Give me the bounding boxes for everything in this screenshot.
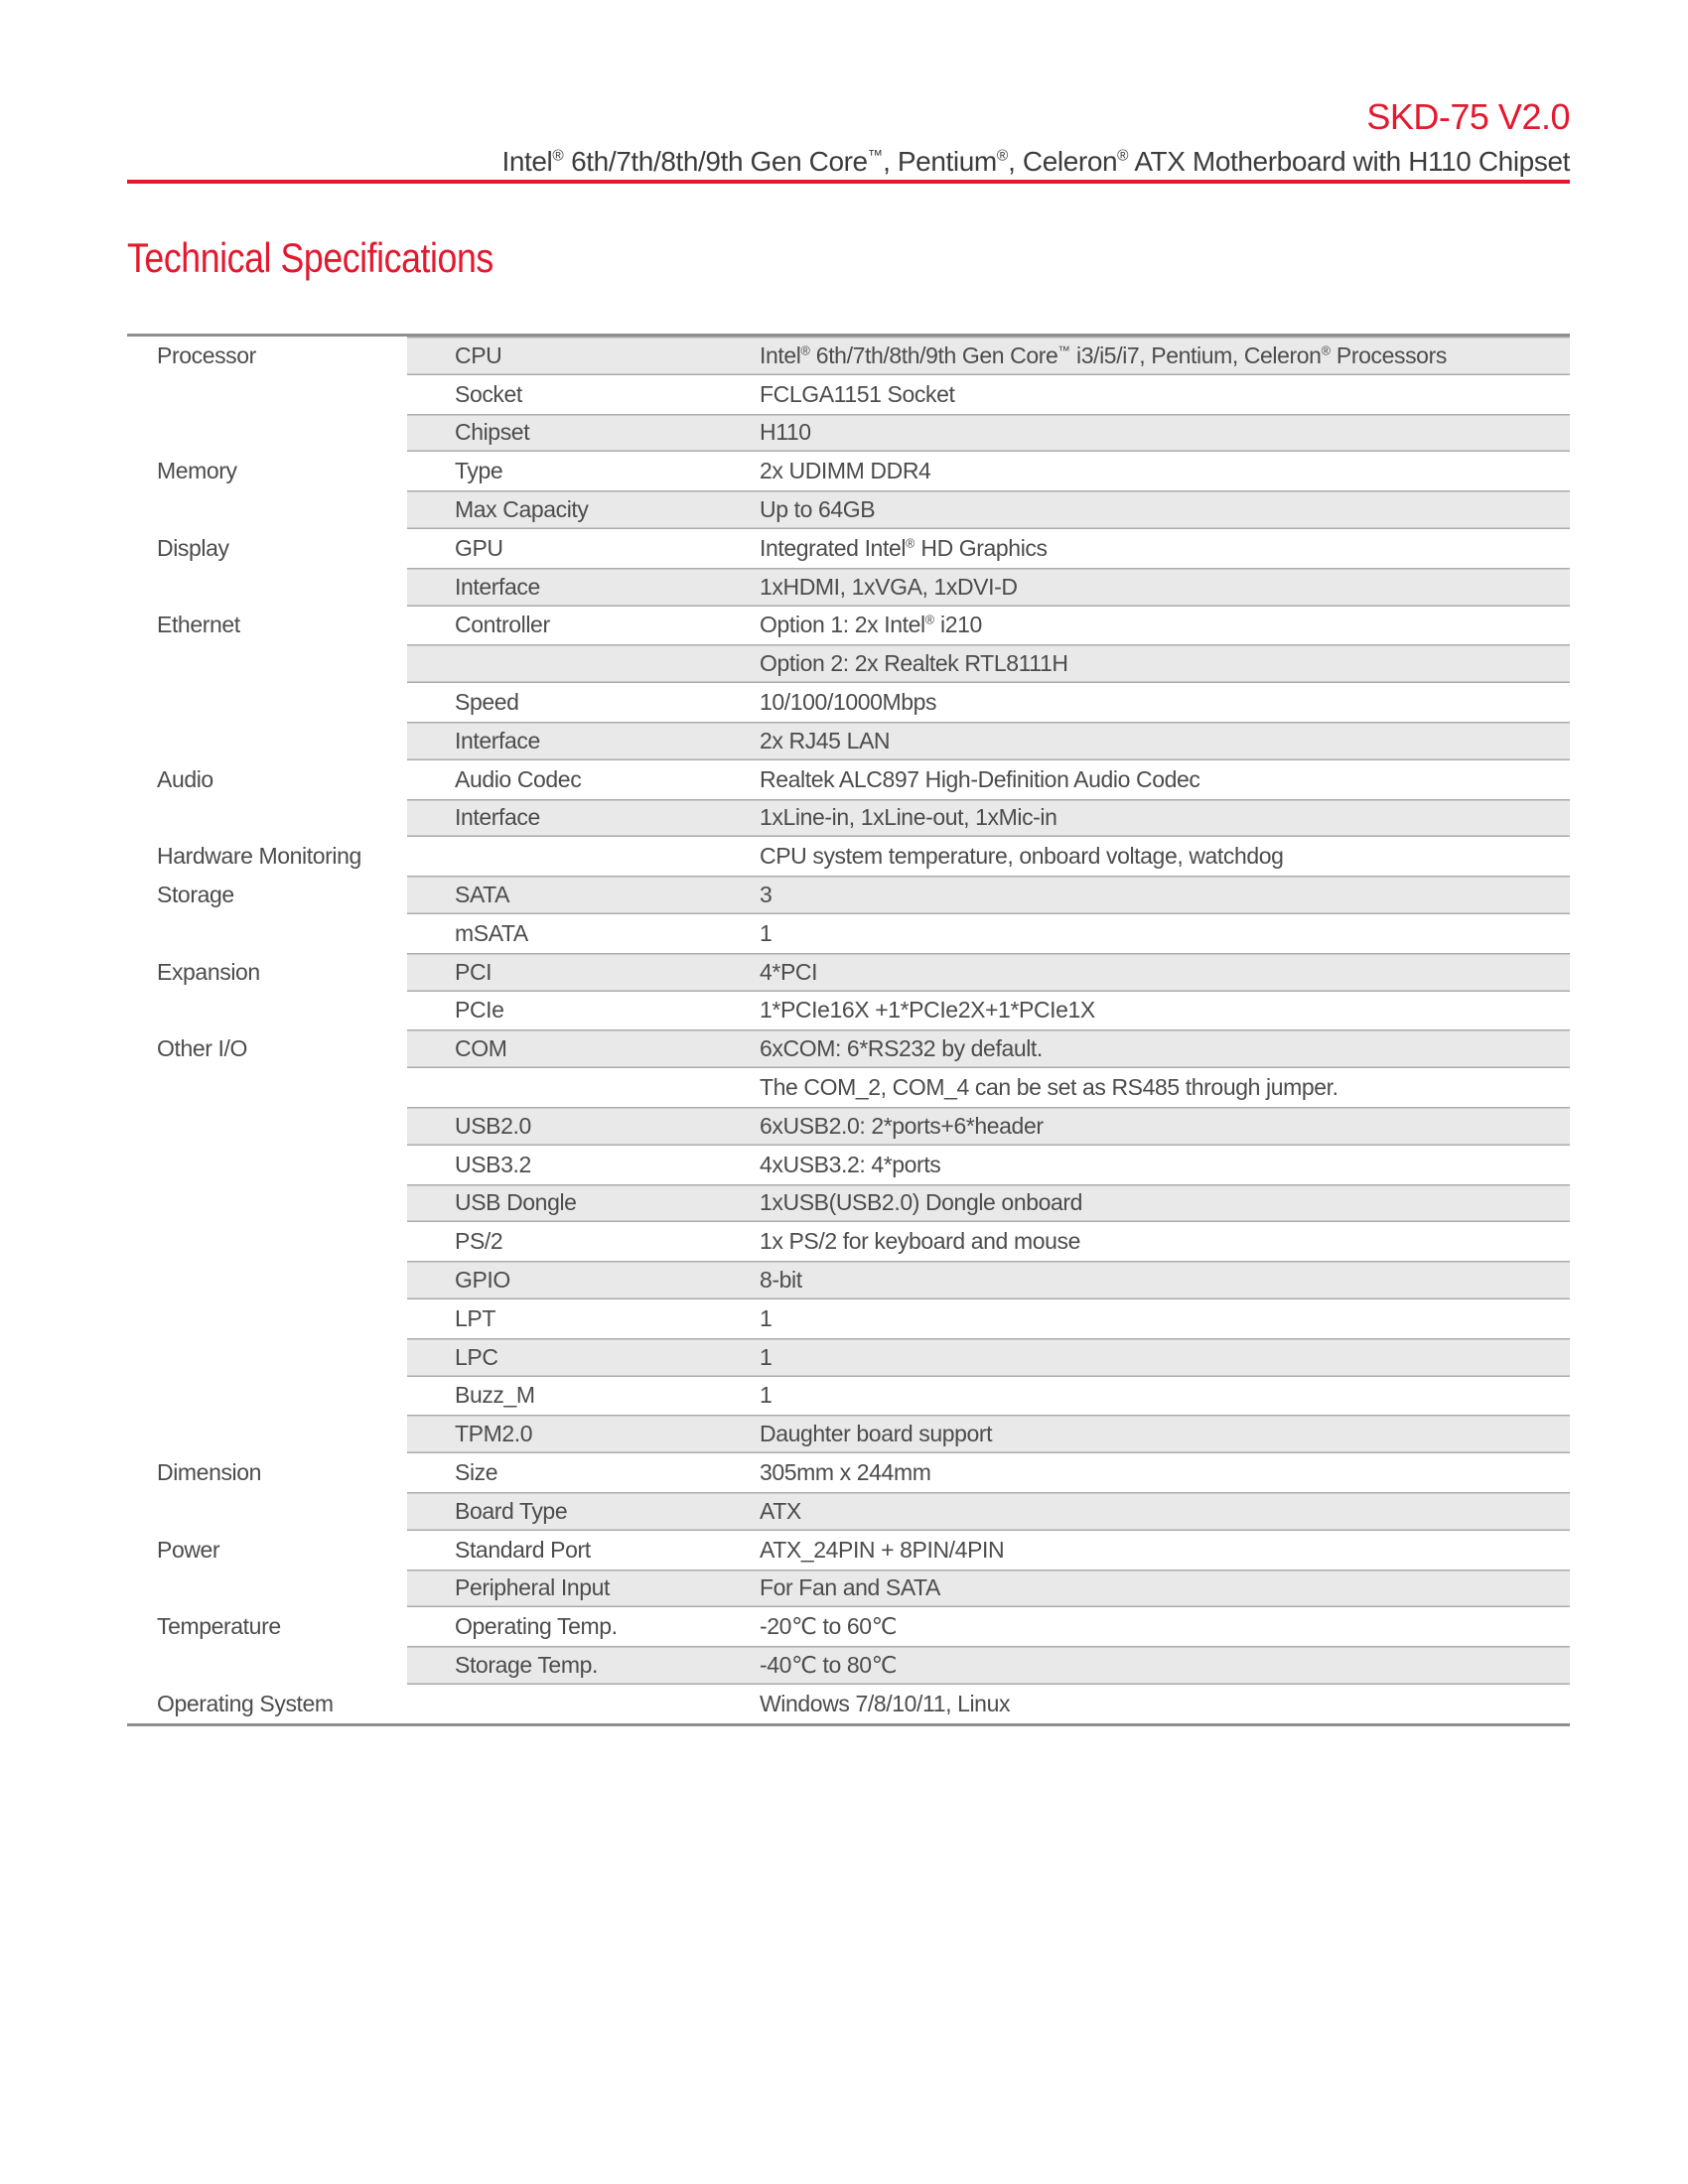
document-subtitle: Intel® 6th/7th/8th/9th Gen Core™, Pentium®, Celeron® ATX Motherboard with H110 Chipset bbox=[501, 146, 1570, 177]
spec-category: Other I/O bbox=[157, 1035, 247, 1062]
spec-label: LPT bbox=[455, 1304, 495, 1331]
spec-row-band bbox=[407, 1570, 1570, 1608]
spec-row bbox=[127, 1415, 1570, 1453]
spec-category bbox=[127, 414, 407, 453]
spec-row bbox=[127, 1029, 1570, 1068]
spec-label: USB Dongle bbox=[455, 1189, 577, 1216]
spec-category bbox=[127, 799, 407, 838]
spec-value: 1 bbox=[760, 1343, 773, 1370]
spec-row-band bbox=[407, 1068, 1570, 1107]
spec-row bbox=[127, 1222, 1570, 1261]
spec-label: Operating Temp. bbox=[455, 1613, 618, 1640]
spec-row-band bbox=[407, 876, 1570, 914]
spec-label: GPIO bbox=[455, 1267, 510, 1294]
spec-value: ATX_24PIN + 8PIN/4PIN bbox=[760, 1536, 1005, 1563]
spec-value: 1*PCIe16X +1*PCIe2X+1*PCIe1X bbox=[760, 997, 1095, 1024]
spec-value: FCLGA1151 Socket bbox=[760, 380, 955, 407]
spec-value: 1xLine-in, 1xLine-out, 1xMic-in bbox=[760, 804, 1057, 831]
spec-row-band bbox=[407, 683, 1570, 722]
spec-value: -40℃ to 80℃ bbox=[760, 1651, 898, 1678]
spec-category bbox=[127, 914, 407, 953]
spec-label: Chipset bbox=[455, 419, 530, 446]
spec-category bbox=[127, 722, 407, 760]
spec-row bbox=[127, 1685, 1570, 1723]
spec-label: Size bbox=[455, 1459, 498, 1485]
spec-row-band bbox=[407, 837, 1570, 876]
spec-value: 4*PCI bbox=[760, 958, 818, 985]
spec-row-band bbox=[407, 568, 1570, 607]
spec-row bbox=[127, 1570, 1570, 1608]
spec-row bbox=[127, 992, 1570, 1030]
spec-row-band bbox=[407, 760, 1570, 799]
spec-value: 1 bbox=[760, 1304, 773, 1331]
spec-row bbox=[127, 683, 1570, 722]
spec-value: 1xUSB(USB2.0) Dongle onboard bbox=[760, 1189, 1083, 1216]
spec-label: USB2.0 bbox=[455, 1112, 531, 1139]
spec-value: 2x UDIMM DDR4 bbox=[760, 458, 931, 484]
spec-row-band bbox=[407, 914, 1570, 953]
spec-label: Max Capacity bbox=[455, 496, 589, 523]
spec-row bbox=[127, 568, 1570, 607]
spec-row bbox=[127, 452, 1570, 490]
spec-value: 1 bbox=[760, 1382, 773, 1409]
spec-label: Peripheral Input bbox=[455, 1574, 610, 1601]
spec-row-band bbox=[407, 1607, 1570, 1646]
spec-value: Option 1: 2x Intel® i210 bbox=[760, 612, 982, 638]
spec-label: COM bbox=[455, 1035, 507, 1062]
spec-row bbox=[127, 760, 1570, 799]
spec-value: 1xHDMI, 1xVGA, 1xDVI-D bbox=[760, 573, 1018, 600]
spec-category: Operating System bbox=[157, 1690, 334, 1716]
spec-row bbox=[127, 1184, 1570, 1223]
spec-row bbox=[127, 799, 1570, 838]
spec-row bbox=[127, 1107, 1570, 1146]
spec-label: PS/2 bbox=[455, 1228, 503, 1255]
spec-category bbox=[127, 1570, 407, 1608]
spec-value: Integrated Intel® HD Graphics bbox=[760, 534, 1048, 561]
spec-row bbox=[127, 1299, 1570, 1338]
spec-row bbox=[127, 1607, 1570, 1646]
spec-value: 1x PS/2 for keyboard and mouse bbox=[760, 1228, 1080, 1255]
spec-row bbox=[127, 1146, 1570, 1184]
spec-row-band bbox=[407, 1107, 1570, 1146]
spec-category bbox=[127, 490, 407, 529]
spec-row-band bbox=[407, 1299, 1570, 1338]
spec-category bbox=[127, 568, 407, 607]
header-divider bbox=[127, 180, 1570, 184]
spec-value: Intel® 6th/7th/8th/9th Gen Core™ i3/i5/i7, Pentium, Celeron® Processors bbox=[760, 341, 1447, 368]
spec-row bbox=[127, 1377, 1570, 1416]
spec-row-band bbox=[407, 1261, 1570, 1299]
spec-row bbox=[127, 644, 1570, 683]
spec-row bbox=[127, 1338, 1570, 1377]
spec-category bbox=[127, 1646, 407, 1685]
spec-category: Temperature bbox=[157, 1613, 281, 1640]
spec-row-band bbox=[407, 1531, 1570, 1570]
spec-row-band bbox=[407, 337, 1570, 375]
spec-row bbox=[127, 914, 1570, 953]
spec-row-band bbox=[407, 1029, 1570, 1068]
spec-label: Interface bbox=[455, 727, 540, 753]
spec-value: 6xCOM: 6*RS232 by default. bbox=[760, 1035, 1043, 1062]
spec-row-band bbox=[407, 1415, 1570, 1453]
spec-category: Expansion bbox=[157, 958, 260, 985]
spec-row-band bbox=[407, 799, 1570, 838]
spec-row-band bbox=[407, 1184, 1570, 1223]
spec-row-band bbox=[407, 722, 1570, 760]
spec-row bbox=[127, 1492, 1570, 1531]
spec-row-band bbox=[407, 1146, 1570, 1184]
spec-value: 10/100/1000Mbps bbox=[760, 689, 937, 716]
spec-category bbox=[127, 1107, 407, 1146]
spec-row bbox=[127, 1261, 1570, 1299]
spec-row-band bbox=[407, 607, 1570, 645]
spec-row bbox=[127, 375, 1570, 414]
spec-value: 2x RJ45 LAN bbox=[760, 727, 891, 753]
spec-category: Storage bbox=[157, 882, 234, 908]
spec-row-band bbox=[407, 1646, 1570, 1685]
spec-category: Audio bbox=[157, 765, 213, 792]
spec-row-band bbox=[407, 1338, 1570, 1377]
document-header bbox=[127, 97, 1570, 179]
spec-value: 4xUSB3.2: 4*ports bbox=[760, 1151, 941, 1177]
spec-row-band bbox=[407, 1492, 1570, 1531]
spec-category bbox=[127, 1184, 407, 1223]
spec-row-band bbox=[407, 953, 1570, 992]
spec-value: Up to 64GB bbox=[760, 496, 876, 523]
spec-label: Controller bbox=[455, 612, 550, 638]
spec-label: PCIe bbox=[455, 997, 504, 1024]
spec-category bbox=[127, 1146, 407, 1184]
spec-label: mSATA bbox=[455, 919, 528, 946]
spec-category bbox=[127, 1068, 407, 1107]
spec-row bbox=[127, 876, 1570, 914]
spec-label: Storage Temp. bbox=[455, 1651, 598, 1678]
spec-row-band bbox=[407, 992, 1570, 1030]
spec-row bbox=[127, 837, 1570, 876]
spec-category: Hardware Monitoring bbox=[157, 843, 361, 870]
spec-label: CPU bbox=[455, 341, 502, 368]
spec-value: 3 bbox=[760, 882, 773, 908]
spec-category: Ethernet bbox=[157, 612, 240, 638]
spec-label: Standard Port bbox=[455, 1536, 591, 1563]
spec-row bbox=[127, 1531, 1570, 1570]
spec-category: Display bbox=[157, 534, 229, 561]
spec-value: Windows 7/8/10/11, Linux bbox=[760, 1690, 1011, 1716]
spec-row-band bbox=[407, 529, 1570, 568]
spec-category bbox=[127, 1222, 407, 1261]
spec-row-band bbox=[407, 644, 1570, 683]
spec-row-band bbox=[407, 452, 1570, 490]
spec-row-band bbox=[407, 414, 1570, 453]
spec-row bbox=[127, 1646, 1570, 1685]
spec-row-band bbox=[407, 1685, 1570, 1723]
spec-value: 8-bit bbox=[760, 1267, 802, 1294]
spec-category: Memory bbox=[157, 458, 237, 484]
spec-row-band bbox=[407, 1222, 1570, 1261]
spec-label: Board Type bbox=[455, 1497, 568, 1524]
spec-label: USB3.2 bbox=[455, 1151, 531, 1177]
spec-row-band bbox=[407, 1453, 1570, 1492]
spec-value: Daughter board support bbox=[760, 1421, 993, 1447]
spec-category bbox=[127, 1299, 407, 1338]
spec-label: Interface bbox=[455, 804, 540, 831]
spec-value: 1 bbox=[760, 919, 773, 946]
spec-value: 305mm x 244mm bbox=[760, 1459, 931, 1485]
spec-category: Power bbox=[157, 1536, 220, 1563]
spec-category: Dimension bbox=[157, 1459, 262, 1485]
spec-label: PCI bbox=[455, 958, 492, 985]
spec-category bbox=[127, 683, 407, 722]
spec-label: Buzz_M bbox=[455, 1382, 535, 1409]
spec-row bbox=[127, 529, 1570, 568]
spec-value: ATX bbox=[760, 1497, 801, 1524]
spec-category bbox=[127, 375, 407, 414]
spec-row bbox=[127, 722, 1570, 760]
spec-category bbox=[127, 1377, 407, 1416]
spec-category bbox=[127, 1261, 407, 1299]
spec-row bbox=[127, 607, 1570, 645]
spec-row-band bbox=[407, 375, 1570, 414]
spec-row bbox=[127, 1453, 1570, 1492]
spec-table bbox=[127, 334, 1570, 1726]
spec-label: GPU bbox=[455, 534, 503, 561]
spec-value: -20℃ to 60℃ bbox=[760, 1613, 898, 1640]
spec-category bbox=[127, 644, 407, 683]
spec-value: 6xUSB2.0: 2*ports+6*header bbox=[760, 1112, 1044, 1139]
spec-label: SATA bbox=[455, 882, 510, 908]
spec-value: Option 2: 2x Realtek RTL8111H bbox=[760, 650, 1068, 677]
spec-category bbox=[127, 992, 407, 1030]
spec-value: For Fan and SATA bbox=[760, 1574, 940, 1601]
spec-category bbox=[127, 1492, 407, 1531]
spec-category: Processor bbox=[157, 341, 256, 368]
spec-label: Audio Codec bbox=[455, 765, 582, 792]
spec-row bbox=[127, 490, 1570, 529]
spec-row bbox=[127, 337, 1570, 375]
spec-row-band bbox=[407, 1377, 1570, 1416]
spec-label: Socket bbox=[455, 380, 522, 407]
spec-label: Speed bbox=[455, 689, 519, 716]
spec-label: Interface bbox=[455, 573, 540, 600]
spec-label: LPC bbox=[455, 1343, 498, 1370]
spec-row-band bbox=[407, 490, 1570, 529]
spec-value: The COM_2, COM_4 can be set as RS485 through jumper. bbox=[760, 1074, 1338, 1101]
spec-value: Realtek ALC897 High-Definition Audio Codec bbox=[760, 765, 1200, 792]
spec-row bbox=[127, 953, 1570, 992]
spec-row bbox=[127, 414, 1570, 453]
spec-value: H110 bbox=[760, 419, 811, 446]
spec-category bbox=[127, 1338, 407, 1377]
section-title: Technical Specifications bbox=[127, 234, 493, 281]
spec-value: CPU system temperature, onboard voltage, watchdog bbox=[760, 843, 1284, 870]
spec-label: TPM2.0 bbox=[455, 1421, 533, 1447]
spec-category bbox=[127, 1415, 407, 1453]
product-code: SKD-75 V2.0 bbox=[1366, 96, 1570, 137]
spec-row bbox=[127, 1068, 1570, 1107]
spec-label: Type bbox=[455, 458, 503, 484]
